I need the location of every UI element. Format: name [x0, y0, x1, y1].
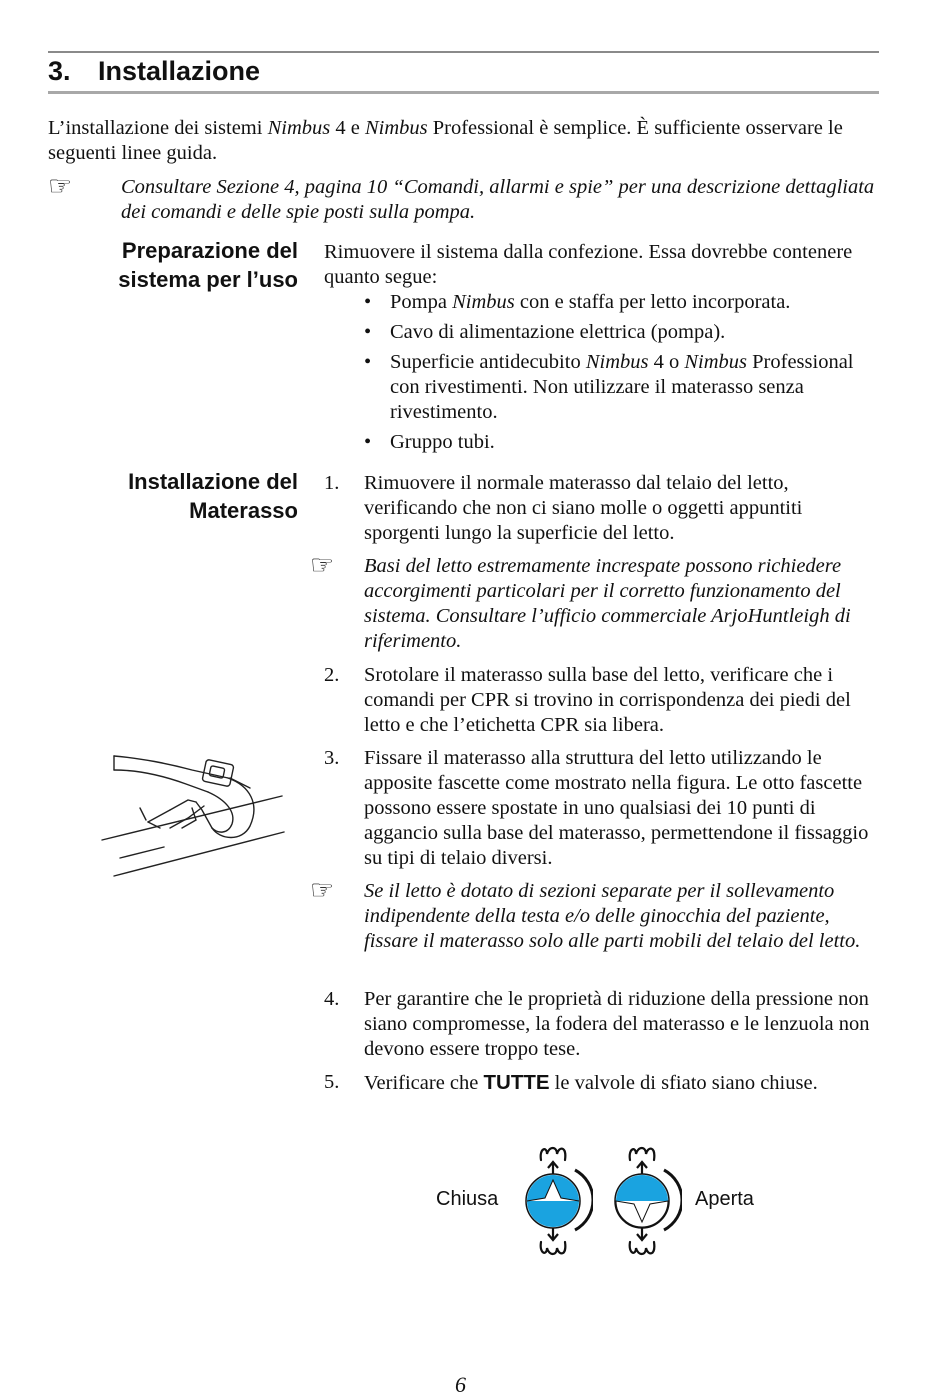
- step-3: 3. Fissare il materasso alla struttura del letto utilizzando le apposite fascette come mostrato nella figura. Le otto fascette possono essere spostate in uno qualsiasi dei 10 punti di aggancio sulla base del materasso, permettendone il fissaggio su tipi di telaio diversi.: [324, 747, 869, 869]
- step-4: 4. Per garantire che le proprietà di riduzione della pressione non siano compromesse, la fodera del materasso e le lenzuola non devono essere troppo tese.: [324, 988, 870, 1060]
- step-1: 1. Rimuovere il normale materasso dal telaio del letto, verificando che non ci siano molle o oggetti appuntiti sporgenti lungo la superficie del letto.: [324, 472, 803, 544]
- valve-open-icon: [612, 1140, 682, 1262]
- list-item: • Superficie antidecubito Nimbus 4 o Nimbus Professional con rivestimenti. Non utilizzare il materasso senza rivestimento.: [364, 350, 884, 425]
- list-item: • Gruppo tubi.: [364, 430, 884, 455]
- mattress-strap-illustration: [100, 748, 285, 880]
- list-item: • Cavo di alimentazione elettrica (pompa).: [364, 320, 884, 345]
- valve-closed-icon: [523, 1140, 593, 1262]
- install-heading: Installazione del Materasso: [128, 469, 298, 523]
- prep-text: Rimuovere il sistema dalla confezione. Essa dovrebbe contenere quanto segue:: [324, 241, 853, 288]
- pointing-hand-icon: ☞: [48, 171, 73, 201]
- step-2: 2. Srotolare il materasso sulla base del letto, verificare che i comandi per CPR si trovino in corrispondenza dei piedi del letto e che l’etichetta CPR sia libera.: [324, 664, 851, 736]
- contents-list: [364, 290, 884, 460]
- pointing-hand-icon: ☞: [310, 875, 335, 905]
- section-title: [48, 53, 260, 89]
- page-number: 6: [455, 1372, 466, 1397]
- note-bed-base: Basi del letto estremamente increspate possono richiedere accorgimenti particolari per il corretto funzionamento del sistema. Consultare l’ufficio commerciale ArjoHuntleigh di riferimento.: [364, 555, 851, 652]
- step-5: 5. Verificare che TUTTE le valvole di sfiato siano chiuse.: [324, 1071, 818, 1094]
- section-title-text: Installazione: [98, 56, 261, 86]
- pointing-hand-icon: ☞: [310, 550, 335, 580]
- prep-heading: Preparazione del sistema per l’uso: [118, 238, 298, 292]
- intro-paragraph: L’installazione dei sistemi Nimbus 4 e Nimbus Professional è semplice. È sufficiente osservare le seguenti linee guida.: [48, 117, 843, 164]
- note-separate-sections: Se il letto è dotato di sezioni separate per il sollevamento indipendente della testa e/o delle ginocchia del paziente, fissare il materasso solo alle parti mobili del telaio del letto.: [364, 880, 861, 952]
- valve-open-label: Aperta: [695, 1188, 754, 1210]
- section-number: 3.: [48, 56, 71, 86]
- valve-closed-label: Chiusa: [436, 1188, 499, 1210]
- intro-note: Consultare Sezione 4, pagina 10 “Comandi, allarmi e spie” per una descrizione dettagliata dei comandi e delle spie posti sulla pompa.: [121, 176, 875, 223]
- list-item: • Pompa Nimbus con e staffa per letto incorporata.: [364, 290, 884, 315]
- title-underline: [48, 91, 879, 94]
